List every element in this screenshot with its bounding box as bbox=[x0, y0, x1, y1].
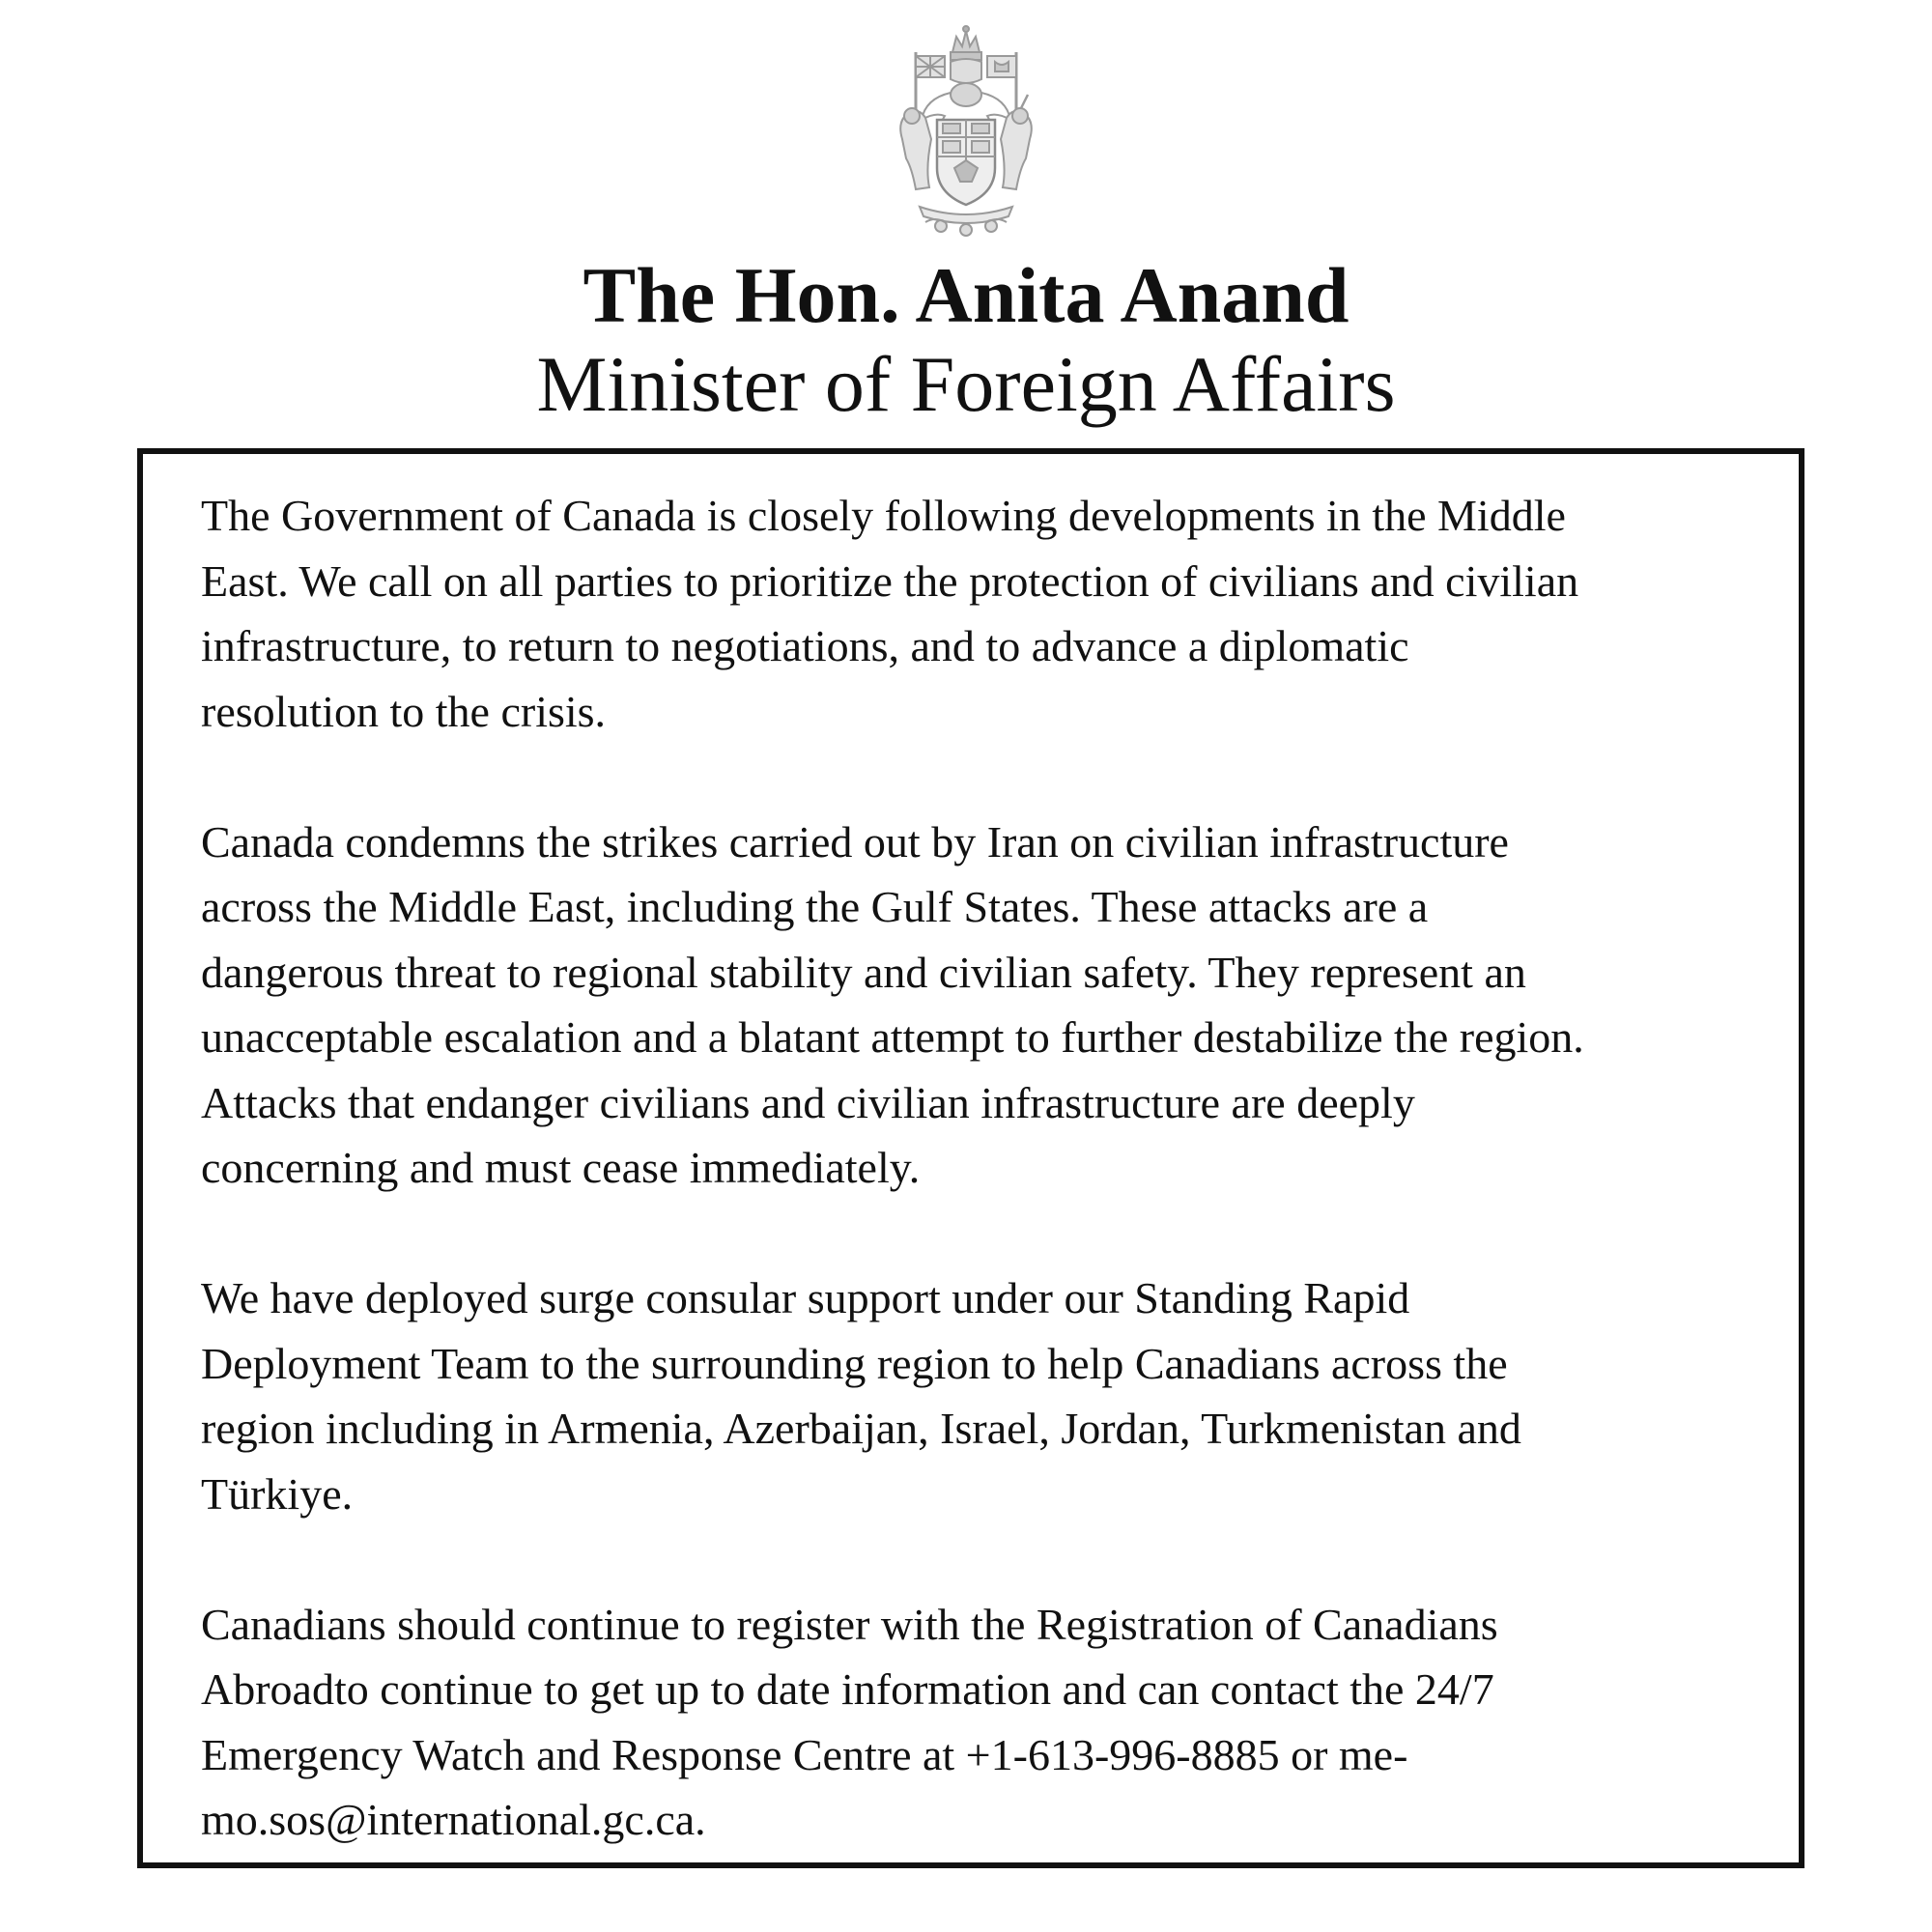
statement-heading bbox=[0, 253, 1932, 429]
statement-box bbox=[137, 448, 1804, 1868]
minister-name: The Hon. Anita Anand bbox=[582, 251, 1350, 339]
coat-of-arms-icon bbox=[887, 23, 1045, 238]
minister-title: Minister of Foreign Affairs bbox=[536, 340, 1396, 428]
statement-paragraph: The Government of Canada is closely following developments in the Middle East. We call on all parties to prioritize the protection of civilians and civilian infrastructure, to return to negotiations, and to advance a diplomatic resolution to the crisis. bbox=[201, 491, 1579, 736]
statement-paragraph: We have deployed surge consular support under our Standing Rapid Deployment Team to the surrounding region to help Canadians across the region including in Armenia, Azerbaijan, Israel, Jordan, Turkmenistan and Türkiye. bbox=[201, 1273, 1521, 1519]
statement-paragraph: Canadians should continue to register with the Registration of Canadians Abroadto continue to get up to date information and can contact the 24/7 Emergency Watch and Response Centre at +1-613-996-8885 or me- mo.sos@international.gc.ca. bbox=[201, 1599, 1498, 1844]
statement-paragraph: Canada condemns the strikes carried out by Iran on civilian infrastructure across the Middle East, including the Gulf States. These attacks are a dangerous threat to regional stability and civilian safety. They represent an unacceptable escalation and a blatant attempt to further destabilize the region. Attacks that endanger civilians and civilian infrastructure are deeply concerning and must cease immediately. bbox=[201, 816, 1584, 1192]
